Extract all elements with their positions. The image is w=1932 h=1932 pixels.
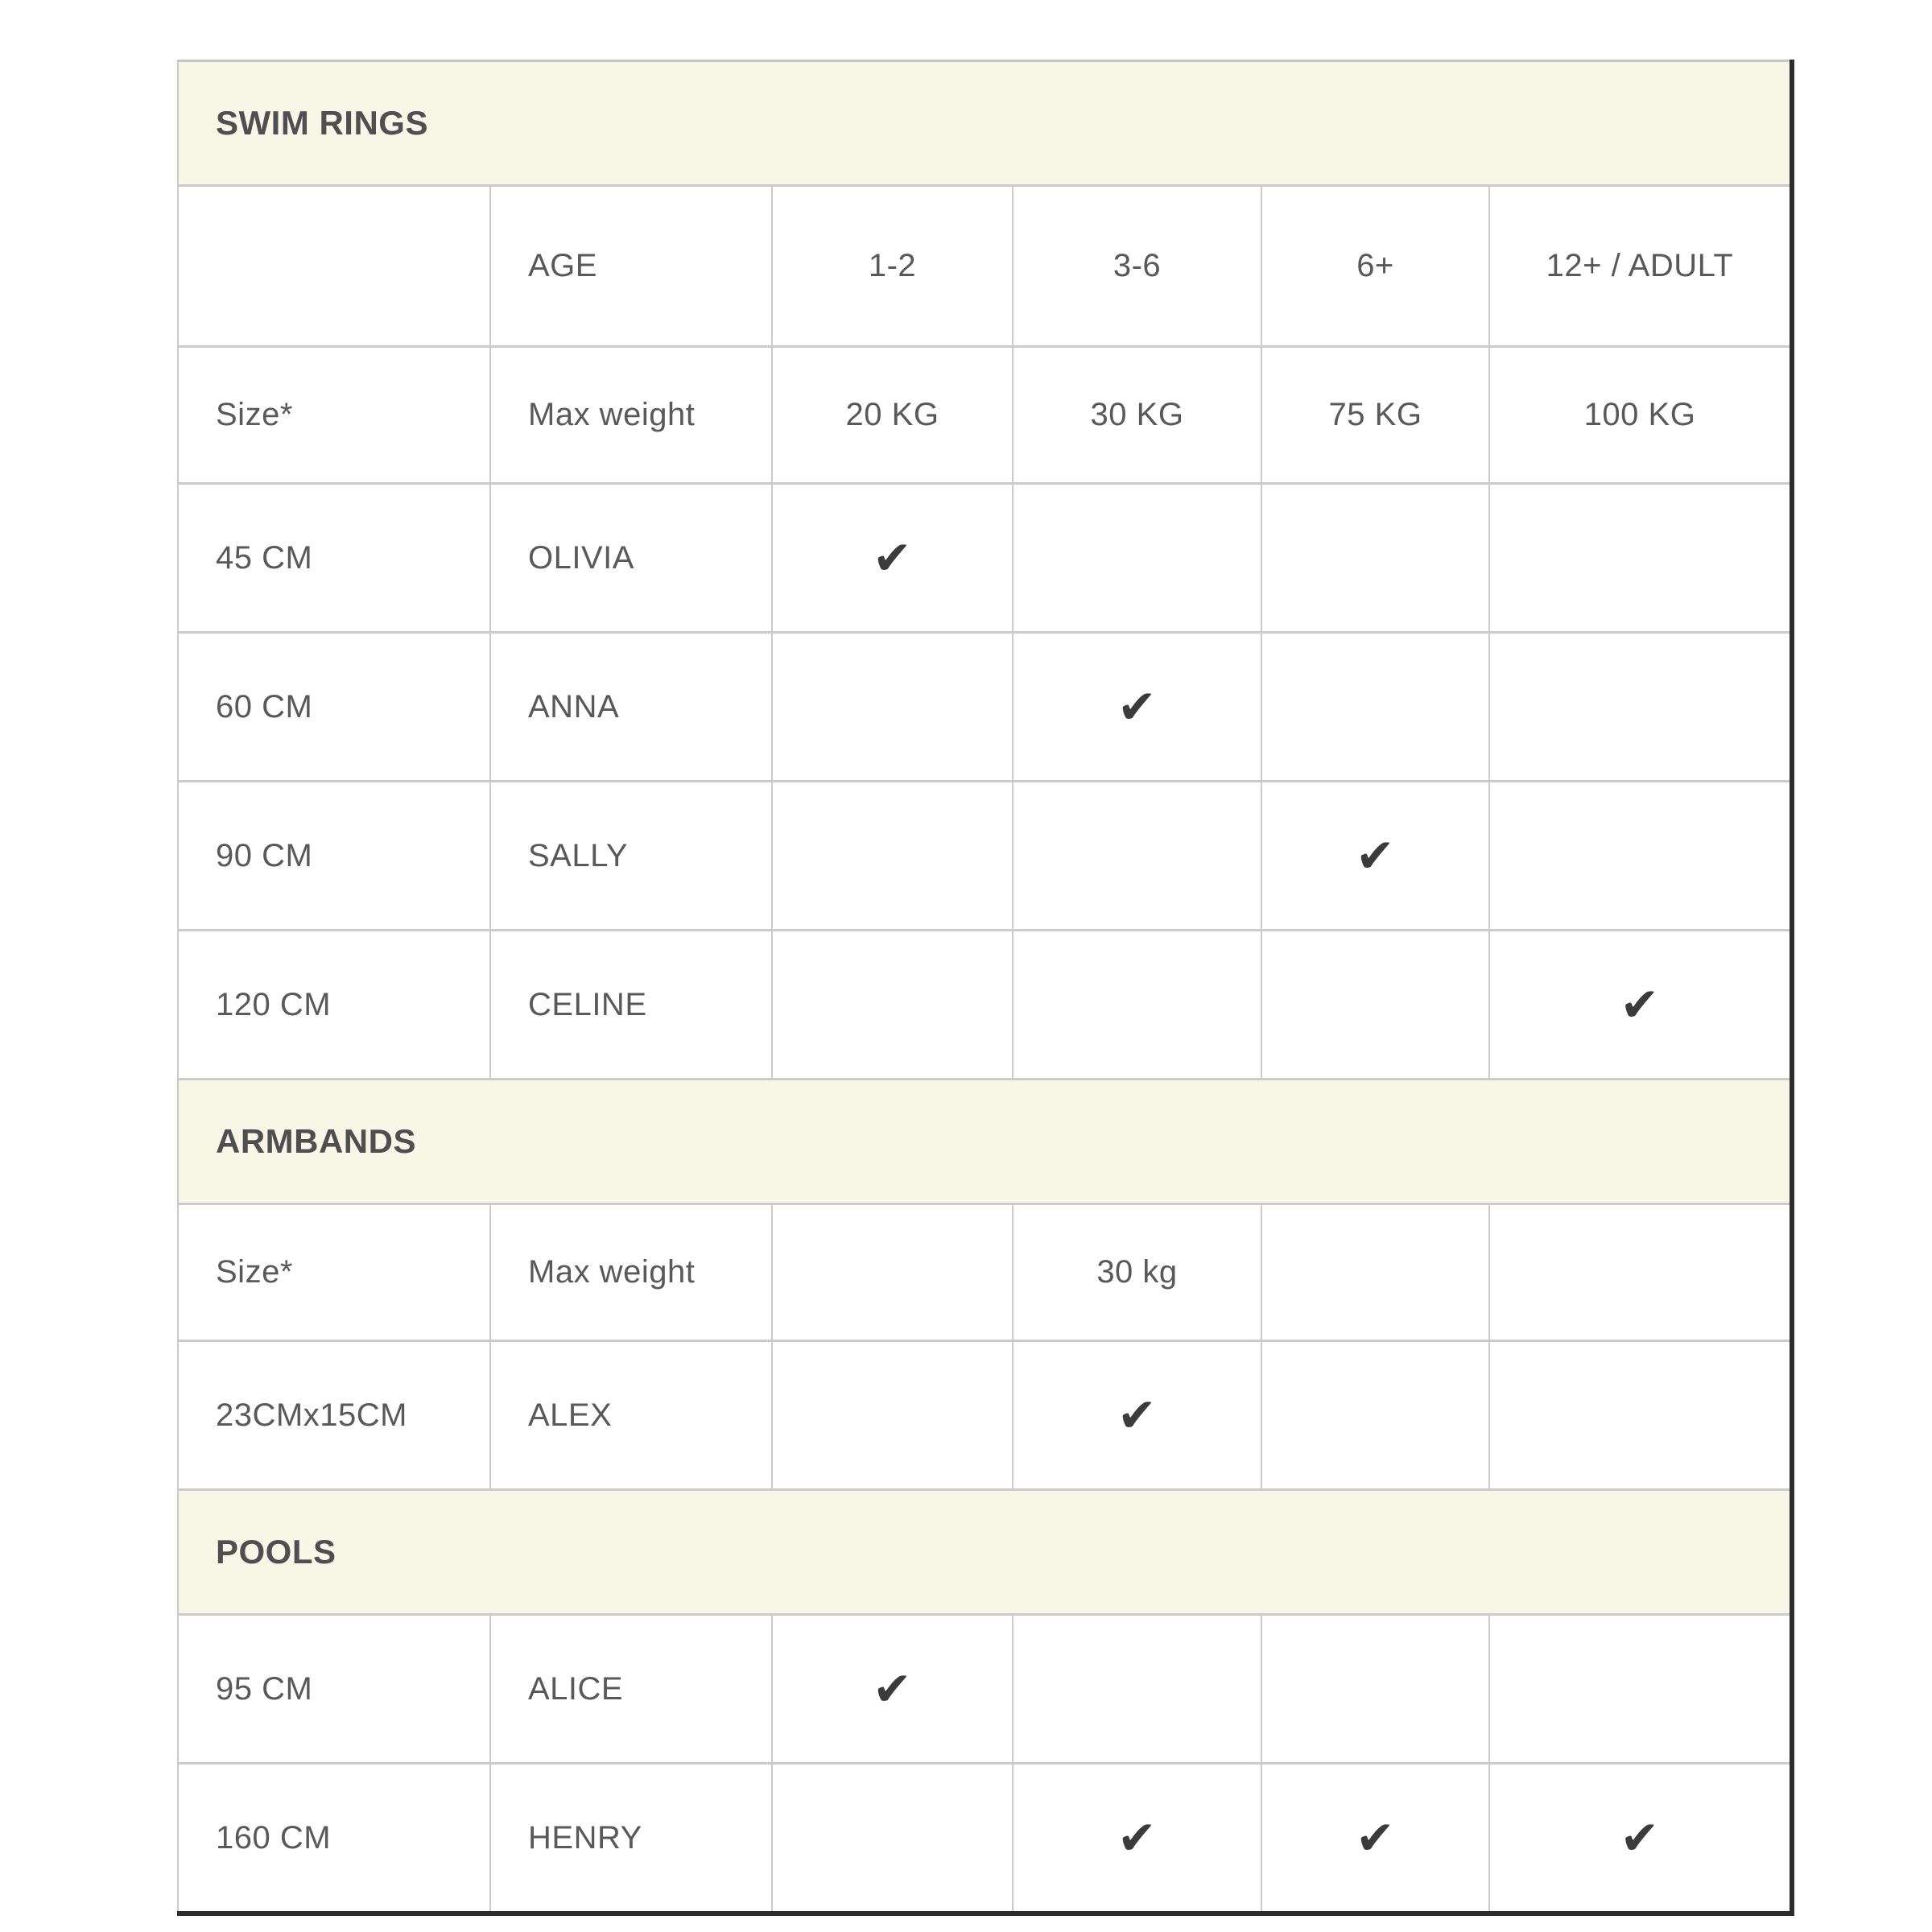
check-cell-empty xyxy=(1489,633,1792,782)
check-cell-empty xyxy=(772,1341,1013,1490)
product-size: 60 CM xyxy=(178,633,490,782)
header-cell-100-kg: 100 KG xyxy=(1489,347,1792,484)
section-title-pools: POOLS xyxy=(178,1490,1792,1615)
product-name: ALEX xyxy=(490,1341,772,1490)
product-name: ANNA xyxy=(490,633,772,782)
product-name: CELINE xyxy=(490,931,772,1080)
check-cell-empty xyxy=(1013,1615,1261,1764)
check-cell-empty xyxy=(1261,633,1489,782)
header-cell-size: Size* xyxy=(178,1204,490,1341)
check-cell-empty xyxy=(1489,1615,1792,1764)
header-cell-1-2: 1-2 xyxy=(772,186,1013,347)
header-row xyxy=(178,186,1792,347)
header-cell-12-adult: 12+ / ADULT xyxy=(1489,186,1792,347)
product-name: HENRY xyxy=(490,1764,772,1914)
check-cell-empty xyxy=(1261,931,1489,1080)
product-size: 45 CM xyxy=(178,484,490,633)
product-size: 120 CM xyxy=(178,931,490,1080)
check-cell-empty xyxy=(772,931,1013,1080)
header-row xyxy=(178,347,1792,484)
product-row-alex xyxy=(178,1341,1792,1490)
product-name: ALICE xyxy=(490,1615,772,1764)
checkmark-icon: ✔ xyxy=(772,484,1013,633)
checkmark-icon: ✔ xyxy=(1489,1764,1792,1914)
check-cell-empty xyxy=(1261,484,1489,633)
check-cell-empty xyxy=(1013,782,1261,931)
product-row-alice xyxy=(178,1615,1792,1764)
header-cell-empty xyxy=(1489,1204,1792,1341)
header-cell-size: Size* xyxy=(178,347,490,484)
header-cell-max-weight: Max weight xyxy=(490,347,772,484)
check-cell-empty xyxy=(772,1764,1013,1914)
checkmark-icon: ✔ xyxy=(772,1615,1013,1764)
check-cell-empty xyxy=(772,633,1013,782)
header-cell-75-kg: 75 KG xyxy=(1261,347,1489,484)
checkmark-icon: ✔ xyxy=(1013,1341,1261,1490)
product-row-sally xyxy=(178,782,1792,931)
header-cell-age: AGE xyxy=(490,186,772,347)
header-cell-empty xyxy=(178,186,490,347)
check-cell-empty xyxy=(1489,782,1792,931)
product-name: OLIVIA xyxy=(490,484,772,633)
product-size: 160 CM xyxy=(178,1764,490,1914)
checkmark-icon: ✔ xyxy=(1261,782,1489,931)
header-cell-30-kg: 30 kg xyxy=(1013,1204,1261,1341)
product-size: 95 CM xyxy=(178,1615,490,1764)
header-cell-empty xyxy=(1261,1204,1489,1341)
header-cell-30-kg: 30 KG xyxy=(1013,347,1261,484)
checkmark-icon: ✔ xyxy=(1013,633,1261,782)
header-cell-6: 6+ xyxy=(1261,186,1489,347)
product-row-olivia xyxy=(178,484,1792,633)
checkmark-icon: ✔ xyxy=(1261,1764,1489,1914)
section-title-swim-rings: SWIM RINGS xyxy=(178,61,1792,186)
section-band-row xyxy=(178,61,1792,186)
product-row-henry xyxy=(178,1764,1792,1914)
product-row-anna xyxy=(178,633,1792,782)
checkmark-icon: ✔ xyxy=(1013,1764,1261,1914)
product-size: 90 CM xyxy=(178,782,490,931)
product-size: 23CMx15CM xyxy=(178,1341,490,1490)
size-chart-body xyxy=(178,61,1792,1914)
header-row xyxy=(178,1204,1792,1341)
product-name: SALLY xyxy=(490,782,772,931)
size-chart-table xyxy=(177,60,1794,1916)
header-cell-20-kg: 20 KG xyxy=(772,347,1013,484)
check-cell-empty xyxy=(772,782,1013,931)
check-cell-empty xyxy=(1261,1615,1489,1764)
check-cell-empty xyxy=(1013,484,1261,633)
header-cell-max-weight: Max weight xyxy=(490,1204,772,1341)
product-row-celine xyxy=(178,931,1792,1080)
header-cell-3-6: 3-6 xyxy=(1013,186,1261,347)
section-band-row xyxy=(178,1080,1792,1204)
check-cell-empty xyxy=(1013,931,1261,1080)
header-cell-empty xyxy=(772,1204,1013,1341)
check-cell-empty xyxy=(1261,1341,1489,1490)
checkmark-icon: ✔ xyxy=(1489,931,1792,1080)
section-band-row xyxy=(178,1490,1792,1615)
section-title-armbands: ARMBANDS xyxy=(178,1080,1792,1204)
check-cell-empty xyxy=(1489,484,1792,633)
check-cell-empty xyxy=(1489,1341,1792,1490)
